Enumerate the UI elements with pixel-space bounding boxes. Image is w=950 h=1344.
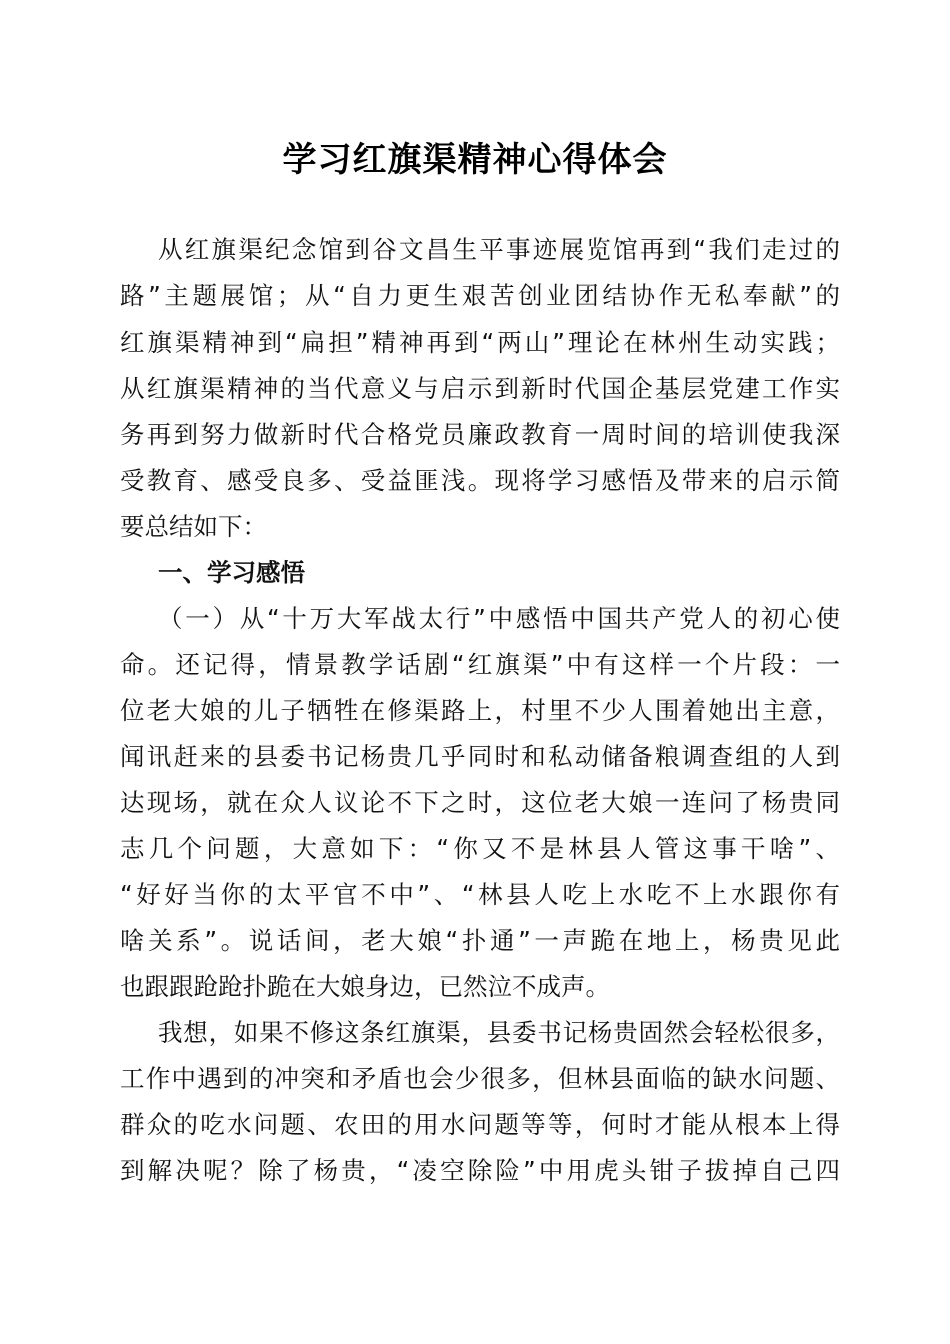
text-line: 工作中遇到的冲突和矛盾也会少很多，但林县面临的缺水问题、: [120, 1064, 840, 1093]
text-line: 务再到努力做新时代合格党员廉政教育一周时间的培训使我深: [120, 420, 840, 449]
text-line: 路”主题展馆；从“自力更生艰苦创业团结协作无私奉献”的: [120, 281, 840, 310]
text-line: 闻讯赶来的县委书记杨贵几乎同时和私动储备粮调查组的人到: [120, 742, 840, 771]
text-line: 志几个问题，大意如下：“你又不是林县人管这事干啥”、: [120, 834, 840, 863]
subheading-line: （一）从“十万大军战太行”中感悟中国共产党人的初心使: [158, 604, 840, 633]
text-line: 受教育、感受良多、受益匪浅。现将学习感悟及带来的启示简: [120, 466, 840, 495]
text-line: 达现场，就在众人议论不下之时，这位老大娘一连问了杨贵同: [120, 788, 840, 817]
text-line: 从红旗渠纪念馆到谷文昌生平事迹展览馆再到“我们走过的: [158, 235, 840, 264]
text-line: 也跟跟跄跄扑跪在大娘身边，已然泣不成声。: [120, 972, 610, 1001]
text-line: 从红旗渠精神的当代意义与启示到新时代国企基层党建工作实: [120, 374, 840, 403]
document-title: 学习红旗渠精神心得体会: [282, 140, 668, 180]
section-heading: 一、学习感悟: [158, 558, 305, 587]
text-line: 群众的吃水问题、农田的用水问题等等，何时才能从根本上得: [120, 1110, 840, 1139]
text-line: 位老大娘的儿子牺牲在修渠路上，村里不少人围着她出主意，: [120, 696, 840, 725]
text-line: 到解决呢？除了杨贵，“凌空除险”中用虎头钳子拔掉自己四: [120, 1156, 840, 1185]
text-line: 啥关系”。说话间，老大娘“扑通”一声跪在地上，杨贵见此: [120, 926, 840, 955]
text-line: 我想，如果不修这条红旗渠，县委书记杨贵固然会轻松很多，: [158, 1018, 840, 1047]
text-line: 红旗渠精神到“扁担”精神再到“两山”理论在林州生动实践；: [120, 328, 840, 357]
text-line: 要总结如下：: [120, 512, 267, 541]
text-line: “好好当你的太平官不中”、“林县人吃上水吃不上水跟你有: [120, 880, 840, 909]
text-line: 命。还记得，情景教学话剧“红旗渠”中有这样一个片段：一: [120, 650, 840, 679]
